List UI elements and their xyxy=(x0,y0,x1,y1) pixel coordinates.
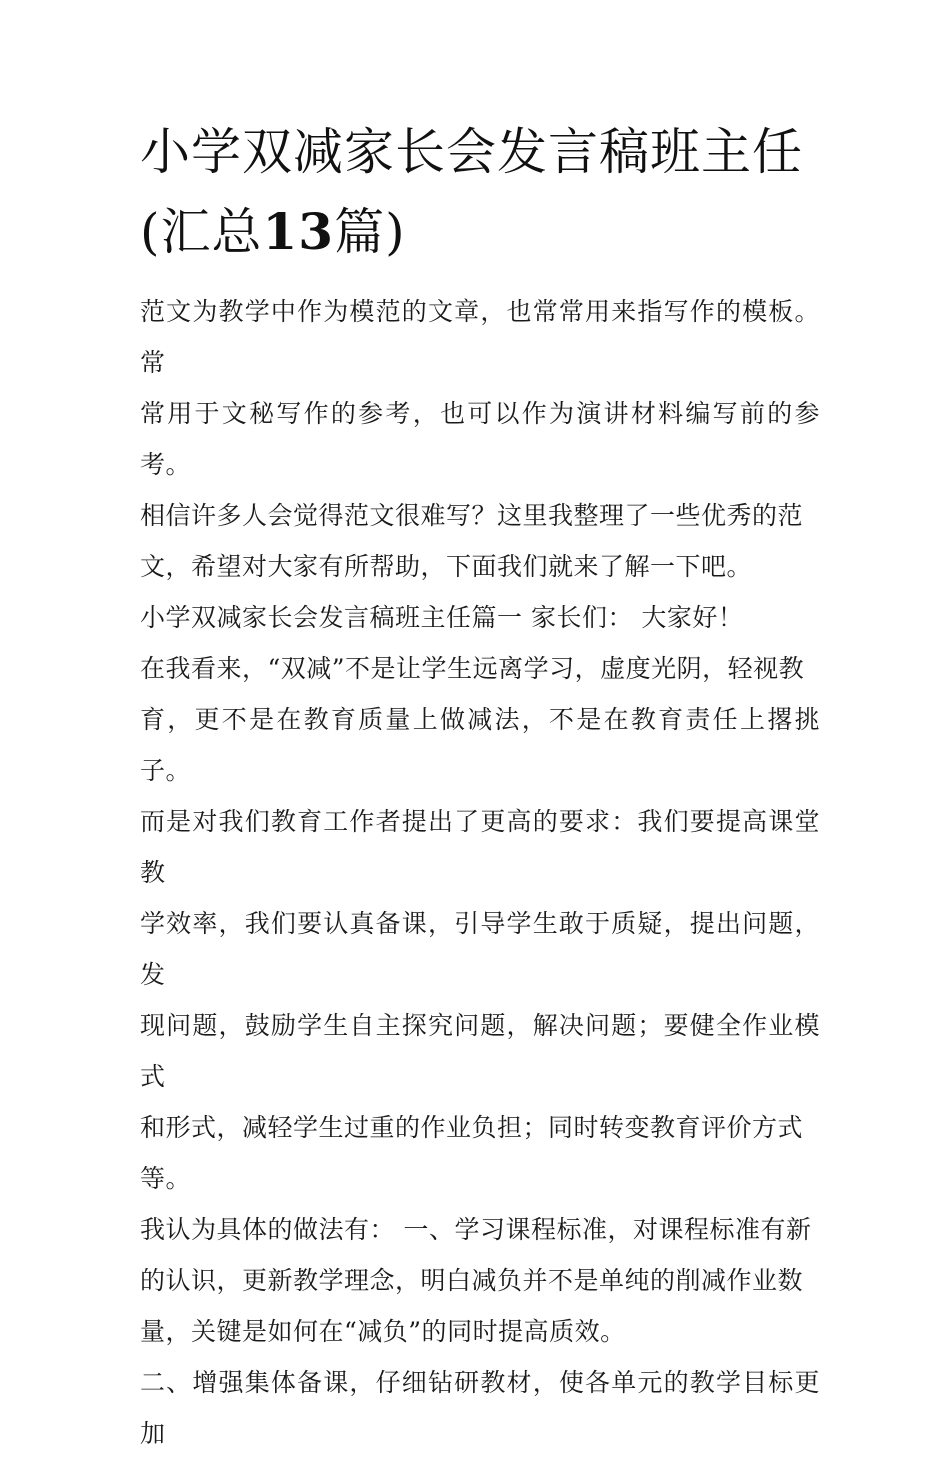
text-line: 现问题，鼓励学生自主探究问题，解决问题；要健全作业模式 xyxy=(140,1011,820,1091)
text-line: 量，关键是如何在“减负”的同时提高质效。 xyxy=(140,1317,626,1346)
paragraph-intro xyxy=(140,286,820,592)
title-count: 13 xyxy=(262,202,335,261)
text-line: 育，更不是在教育质量上做减法，不是在教育责任上撂挑子。 xyxy=(140,705,820,785)
title-paren-close: 篇) xyxy=(334,203,406,261)
text-line: 和形式，减轻学生过重的作业负担；同时转变教育评价方式 xyxy=(140,1113,804,1142)
text-line: 范文为教学中作为模范的文章，也常常用来指写作的模板。常 xyxy=(140,297,820,377)
text-line: 等。 xyxy=(140,1164,192,1193)
document-page xyxy=(140,112,820,1459)
paragraph-greeting xyxy=(140,592,820,643)
text-line: 常用于文秘写作的参考，也可以作为演讲材料编写前的参考。 xyxy=(140,399,820,479)
document-title xyxy=(140,112,820,272)
text-line: 而是对我们教育工作者提出了更高的要求：我们要提高课堂教 xyxy=(140,807,820,887)
text-line: 学效率，我们要认真备课，引导学生敢于质疑，提出问题，发 xyxy=(140,909,820,989)
title-paren-open: (汇总 xyxy=(140,203,263,261)
text-line: 我认为具体的做法有： 一、学习课程标准，对课程标准有新 xyxy=(140,1215,812,1244)
paragraph-point-two xyxy=(140,1357,820,1459)
text-line: 文，希望对大家有所帮助，下面我们就来了解一下吧。 xyxy=(140,552,753,581)
title-line-1: 小学双减家长会发言稿班主任 xyxy=(140,123,803,181)
paragraph-methods xyxy=(140,1204,820,1357)
text-line: 小学双减家长会发言稿班主任篇一 家长们： 大家好！ xyxy=(140,603,744,632)
text-line: 二、增强集体备课，仔细钻研教材，使各单元的教学目标更加 xyxy=(140,1368,820,1448)
text-line: 在我看来，“双减”不是让学生远离学习，虚度光阴，轻视教 xyxy=(140,654,805,683)
document-body xyxy=(140,286,820,1459)
text-line: 的认识，更新教学理念，明白减负并不是单纯的削减作业数 xyxy=(140,1266,804,1295)
title-line-2 xyxy=(140,192,820,272)
text-line: 相信许多人会觉得范文很难写？这里我整理了一些优秀的范 xyxy=(140,501,804,530)
paragraph-viewpoint xyxy=(140,643,820,1204)
